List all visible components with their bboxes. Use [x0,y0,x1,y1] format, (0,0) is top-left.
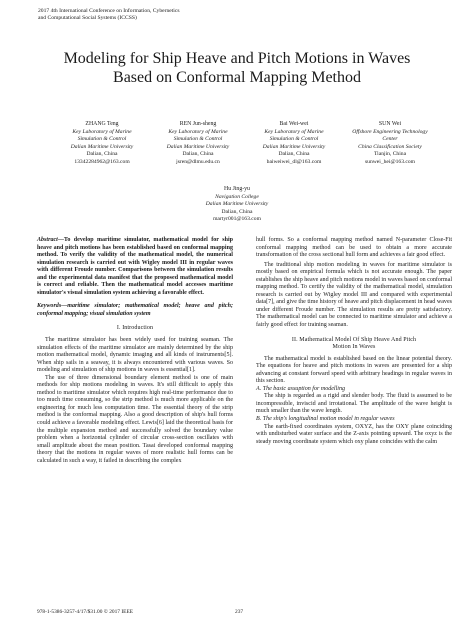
author-city: Dalian, China [278,151,310,158]
section-heading-model [256,337,452,352]
author-affiliation: Center [382,136,398,143]
author-email: martyr001@163.com [213,216,261,223]
author-affiliation: Key Laboratory of Marine [168,128,228,135]
author-affiliation: Dalian Maritime University [205,201,269,208]
right-column [256,237,452,446]
conference-line-2: and Computational Social Systems (ICCSS) [38,15,137,21]
isbn-notice: 978-1-5386-3257-4/17/$31.00 © 2017 IEEE [37,609,134,615]
author-city: Dalian, China [86,151,118,158]
conference-line-1: 2017 4th International Conference on Information, Cybernetics [38,8,180,14]
page-number: 237 [235,609,244,615]
author-email: 13342284962@163.com [74,158,130,165]
author-name: Hu Jing-yu [224,186,250,192]
body-paragraph: The traditional ship motion modeling in waves for maritime simulator is mostly based on empirical formula which is not accurate enough. The paper establishes the ship heave and pitch motions model in waves based on conformal mapping method. To certify the validity of the mathematical model, simulation research is carried out by Wigley model III and compared with experimental data[7], and give the time history of heave and pitch displacement in head waves under different Froude number. The simulation results are pretty satisfactory. The mathematical model can be connected to maritime simulator and achieve a fairly good effect for training seaman. [256,261,452,329]
keywords: Keywords—maritime simulator; mathematical model; heave and pitch; conformal mapping; visual simulation system [37,303,233,317]
author-4 [335,121,445,167]
author-city: Dalian, China [182,151,214,158]
author-5 [182,186,292,224]
author-name: SUN Wei [378,121,402,127]
left-column [37,237,233,465]
author-affiliation: Simulation & Control [173,136,223,143]
section-heading-line: II. Mathematical Model Of Ship Heave And Pitch [291,336,417,343]
body-paragraph: The mathematical model is established based on the linear potential theory. The equations for heave and pitch motions in waves are presented for a ship advancing at constant forward speed with arbitrary headings in regular waves in this section. [256,355,452,385]
author-affiliation: Dalian Maritime University [70,143,134,150]
author-affiliation: Simulation & Control [77,136,127,143]
author-affiliation: Navigation College [215,193,259,200]
body-paragraph: The maritime simulator has been widely used for training seaman. The simulation effects of the maritime simulator are mainly determined by the ship motion mathematical model, dynamic imaging and all kinds of instruments[5]. When ship sails in a seaway, it is always encountered with various waves. So modeling and simulation of ship motions in waves is essential[1]. [37,337,233,374]
author-email: sunwei_hei@163.com [364,158,416,165]
abstract-text: —To develop maritime simulator, mathematical model for ship heave and pitch motions has been established based on conformal mapping method. To verify the validity of the mathematical model, the numerical simulation research is carried out with Wigley model III in regular waves with different Froude number. Comparisons between the simulation results and the experimental data manifest that the proposed mathematical model is correct and reliable. Then the mathematical model accesses maritime simulator's visual simulation system achieving a favorable effect. [37,237,233,296]
body-paragraph: The use of three dimensional boundary element method is one of main methods for ship motions modeling in waves. It's still difficult to apply this method to maritime simulator which requires high real-time performance due to too much time consuming, so the strip method is much more applicable on the engineering for much less computation time. The essential theory of the strip method is the conformal mapping. Also a good description of ship's hull forms could achieve a favorable modeling effect. Lewis[6] laid the theoretical basis for the multiple expansion method and successfully solved the boundary value problem when a horizontal cylinder of circular cross-section oscillates with small amplitude about the mean position. Tasai developed conformal mapping theory that the motions in regular waves of more realistic hull forms can be calculated in such a way, it failed in describing the complex [37,374,233,464]
abstract [37,237,233,297]
author-affiliation: Simulation & Control [269,136,319,143]
author-affiliation: Key Laboratory of Marine [264,128,324,135]
abstract-lead: Abstract [37,237,58,243]
title-line-2: Based on Conformal Mapping Method [113,69,361,86]
author-affiliation: Dalian Maritime University [166,143,230,150]
author-affiliation: Dalian Maritime University [262,143,326,150]
subsection-heading-b: B. The ship's longitudinal motion model in regular waves [256,416,395,423]
author-email: jsren@dlmu.edu.cn [176,158,220,165]
author-1 [47,121,157,167]
section-heading-line: Motion In Waves [332,344,376,351]
author-3 [239,121,349,167]
author-2 [143,121,253,167]
author-name: REN Jun-sheng [179,121,217,127]
body-paragraph: hull forms. So a conformal mapping method named N-parameter Close-Fit conformal mapping method can be used to obtain a more accurate transformation of the cross sectional hull form and achieves a fair good effect. [256,237,452,259]
author-affiliation: Offshore Engineering Technology [352,128,428,135]
body-paragraph: The ship is regarded as a rigid and slender body. The fluid is assumed to be incompressible, inviscid and irrotational. The amplitude of the wave height is much smaller than the wave length. [256,393,452,415]
author-affiliation: China Classification Society [358,143,422,150]
conference-header [38,8,298,22]
paper-title [0,49,474,87]
author-city: Tianjin, China [373,151,407,158]
subsection-heading-a: A. The basic assuption for modelling [256,385,346,392]
author-email: baiweiwei_dl@163.com [266,158,322,165]
author-city: Dalian, China [221,208,253,215]
section-heading-introduction: I. Introduction [116,325,154,332]
body-paragraph: The earth-fixed coordinates system, OXYZ, has the OXY plane coinciding with undisturbed water surface and the Z-axis pointing upward. The oxyz is the steady moving coordinate system which oxy plane coincides with the calm [256,423,452,445]
author-affiliation: Key Laboratory of Marine [72,128,132,135]
author-name: Bai Wei-wei [279,121,309,127]
author-name: ZHANG Teng [85,121,119,127]
title-line-1: Modeling for Ship Heave and Pitch Motions in Waves [63,50,411,67]
